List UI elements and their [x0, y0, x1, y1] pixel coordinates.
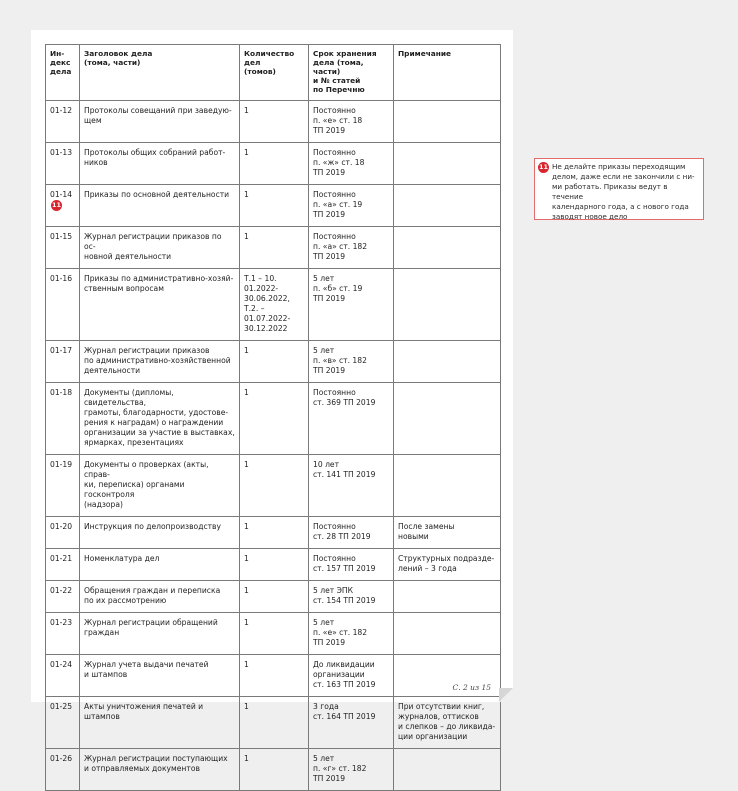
- cell-count-text: 1: [244, 618, 249, 627]
- table-row: [46, 383, 501, 455]
- cell-title: [80, 655, 240, 697]
- table-row: [46, 613, 501, 655]
- cell-count: [240, 581, 309, 613]
- cell-term: [309, 749, 394, 791]
- cell-term: [309, 383, 394, 455]
- note-text: Не делайте приказы переходящим делом, даже если не закончили с ни- ми работать. Приказы ведут в течение календарного года, а с нового года заводят новое дело: [552, 162, 695, 221]
- cell-title-text: Журнал регистрации поступающих и отправляемых документов: [84, 754, 228, 773]
- cell-index: [46, 455, 80, 517]
- cell-count-text: 1: [244, 702, 249, 711]
- cell-title: [80, 581, 240, 613]
- cell-note: [394, 517, 501, 549]
- cell-term-text: 3 года ст. 164 ТП 2019: [313, 702, 376, 721]
- cell-term: [309, 697, 394, 749]
- cell-index-text: 01-22: [50, 586, 73, 595]
- table-row: [46, 227, 501, 269]
- cell-count: [240, 749, 309, 791]
- cell-title: [80, 143, 240, 185]
- cell-index-text: 01-18: [50, 388, 73, 397]
- cell-term: [309, 455, 394, 517]
- cell-count: [240, 455, 309, 517]
- cell-note: [394, 269, 501, 341]
- cell-index-text: 01-19: [50, 460, 73, 469]
- page-corner-fold: [499, 688, 513, 702]
- table-row: [46, 185, 501, 227]
- cell-index: [46, 613, 80, 655]
- cell-term: [309, 185, 394, 227]
- cell-index: [46, 101, 80, 143]
- cell-term-text: 5 лет п. «в» ст. 182 ТП 2019: [313, 346, 367, 375]
- cell-title-text: Журнал учета выдачи печатей и штампов: [84, 660, 209, 679]
- header-title: Заголовок дела (тома, части): [80, 45, 240, 101]
- table-row: [46, 269, 501, 341]
- cell-note: [394, 341, 501, 383]
- cell-index-text: 01-16: [50, 274, 73, 283]
- cell-term-text: 5 лет п. «б» ст. 19 ТП 2019: [313, 274, 363, 303]
- cell-count: [240, 341, 309, 383]
- table-header-row: [46, 45, 501, 101]
- cell-term-text: Постоянно п. «а» ст. 182 ТП 2019: [313, 232, 368, 261]
- cell-term: [309, 269, 394, 341]
- row-badge: 11: [51, 201, 62, 209]
- cell-index-text: 01-13: [50, 148, 73, 157]
- cell-term: [309, 101, 394, 143]
- cell-note-text: Структурных подразде- лений – 3 года: [398, 554, 495, 573]
- cell-index: [46, 697, 80, 749]
- header-index: Ин- декс дела: [46, 45, 80, 101]
- table-row: [46, 341, 501, 383]
- cell-index: [46, 549, 80, 581]
- cell-term-text: 5 лет п. «е» ст. 182 ТП 2019: [313, 618, 368, 647]
- cell-index-text: 01-15: [50, 232, 73, 241]
- cell-note-text: После замены новыми: [398, 522, 455, 541]
- table-row: [46, 517, 501, 549]
- cell-title-text: Обращения граждан и переписка по их рассмотрению: [84, 586, 221, 605]
- cell-count-text: 1: [244, 106, 249, 115]
- side-note: [534, 158, 704, 220]
- cell-count-text: 1: [244, 148, 249, 157]
- cell-note: [394, 227, 501, 269]
- cell-count-text: 1: [244, 460, 249, 469]
- cell-title: [80, 383, 240, 455]
- cell-term: [309, 581, 394, 613]
- cell-title-text: Журнал регистрации обращений граждан: [84, 618, 218, 637]
- cell-index: [46, 143, 80, 185]
- cell-note: [394, 749, 501, 791]
- cell-note: [394, 383, 501, 455]
- table-row: [46, 581, 501, 613]
- cell-count: [240, 269, 309, 341]
- cell-count-text: 1: [244, 554, 249, 563]
- cell-index: [46, 655, 80, 697]
- cell-count: [240, 549, 309, 581]
- cell-term-text: 5 лет п. «г» ст. 182 ТП 2019: [313, 754, 367, 783]
- cell-title-text: Протоколы общих собраний работ- ников: [84, 148, 226, 167]
- cell-note: [394, 101, 501, 143]
- cell-note: [394, 581, 501, 613]
- cell-term: [309, 227, 394, 269]
- cell-count: [240, 383, 309, 455]
- cell-title-text: Приказы по административно-хозяй- ственным вопросам: [84, 274, 234, 293]
- table-row: [46, 697, 501, 749]
- cell-title-text: Номенклатура дел: [84, 554, 160, 563]
- cell-index: [46, 383, 80, 455]
- cell-count: [240, 517, 309, 549]
- cell-note: [394, 185, 501, 227]
- cell-term: [309, 613, 394, 655]
- cell-count: [240, 185, 309, 227]
- cell-term-text: Постоянно ст. 157 ТП 2019: [313, 554, 376, 573]
- cell-title: [80, 749, 240, 791]
- cell-title: [80, 185, 240, 227]
- cell-count-text: 1: [244, 232, 249, 241]
- cell-count-text: 1: [244, 754, 249, 763]
- cell-title-text: Документы о проверках (акты, справ- ки, переписка) органами госконтроля (надзора): [84, 460, 209, 509]
- cell-index-text: 01-24: [50, 660, 73, 669]
- header-term: Срок хранения дела (тома, части) и № статей по Перечню: [309, 45, 394, 101]
- cell-title-text: Журнал регистрации приказов по административно-хозяйственной деятельности: [84, 346, 231, 375]
- cell-index: [46, 341, 80, 383]
- cell-title-text: Документы (дипломы, свидетельства, грамоты, благодарности, удостове- рения к наградам) о награждении организации за участие в выставках, ярмарках, презентациях: [84, 388, 235, 447]
- cell-term-text: Постоянно п. «а» ст. 19 ТП 2019: [313, 190, 363, 219]
- cell-term: [309, 655, 394, 697]
- cell-note-text: При отсутствии книг, журналов, оттисков и слепков – до ликвида- ции организации: [398, 702, 496, 741]
- note-badge: 11: [538, 163, 549, 171]
- cell-title: [80, 269, 240, 341]
- cell-title: [80, 613, 240, 655]
- cell-count: [240, 655, 309, 697]
- cell-count-text: Т.1 – 10. 01.2022- 30.06.2022, Т.2. – 01.07.2022- 30.12.2022: [244, 274, 291, 333]
- cell-index-text: 01-26: [50, 754, 73, 763]
- cell-index-text: 01-12: [50, 106, 73, 115]
- cell-count: [240, 697, 309, 749]
- cell-title-text: Приказы по основной деятельности: [84, 190, 230, 199]
- cell-index-text: 01-14: [50, 190, 73, 199]
- table-row: [46, 143, 501, 185]
- cell-count-text: 1: [244, 346, 249, 355]
- table-row: [46, 455, 501, 517]
- cell-index: [46, 227, 80, 269]
- cell-note: [394, 697, 501, 749]
- cell-count: [240, 227, 309, 269]
- cell-title: [80, 549, 240, 581]
- cell-index: [46, 517, 80, 549]
- table-row: [46, 655, 501, 697]
- cell-index: [46, 185, 80, 227]
- table-row: [46, 101, 501, 143]
- cell-count: [240, 613, 309, 655]
- cell-note: [394, 455, 501, 517]
- cell-title: [80, 227, 240, 269]
- cell-title-text: Протоколы совещаний при заведую- щем: [84, 106, 232, 125]
- cell-title: [80, 101, 240, 143]
- cell-term-text: Постоянно п. «е» ст. 18 ТП 2019: [313, 106, 363, 135]
- cell-term-text: Постоянно п. «ж» ст. 18 ТП 2019: [313, 148, 365, 177]
- table-row: [46, 749, 501, 791]
- cell-title: [80, 341, 240, 383]
- cell-note: [394, 143, 501, 185]
- cell-term-text: 10 лет ст. 141 ТП 2019: [313, 460, 376, 479]
- cell-title: [80, 455, 240, 517]
- cell-index: [46, 581, 80, 613]
- nomenclature-table: [45, 44, 501, 791]
- cell-count: [240, 101, 309, 143]
- cell-count-text: 1: [244, 522, 249, 531]
- index-with-badge: [50, 190, 72, 210]
- cell-term: [309, 549, 394, 581]
- header-count: Количество дел (томов): [240, 45, 309, 101]
- cell-title-text: Акты уничтожения печатей и штампов: [84, 702, 204, 721]
- cell-index-text: 01-23: [50, 618, 73, 627]
- cell-index-text: 01-17: [50, 346, 73, 355]
- table-row: [46, 549, 501, 581]
- document-page: [31, 30, 513, 783]
- cell-title: [80, 697, 240, 749]
- cell-index: [46, 749, 80, 791]
- cell-term-text: Постоянно ст. 28 ТП 2019: [313, 522, 371, 541]
- cell-note: [394, 613, 501, 655]
- cell-term: [309, 341, 394, 383]
- cell-count-text: 1: [244, 190, 249, 199]
- cell-term-text: 5 лет ЭПК ст. 154 ТП 2019: [313, 586, 376, 605]
- cell-term-text: До ликвидации организации ст. 163 ТП 2019: [313, 660, 376, 689]
- cell-count-text: 1: [244, 660, 249, 669]
- cell-index-text: 01-25: [50, 702, 73, 711]
- cell-index-text: 01-20: [50, 522, 73, 531]
- cell-count-text: 1: [244, 388, 249, 397]
- cell-term-text: Постоянно ст. 369 ТП 2019: [313, 388, 376, 407]
- cell-title-text: Журнал регистрации приказов по ос- новной деятельности: [84, 232, 222, 261]
- cell-title: [80, 517, 240, 549]
- cell-index-text: 01-21: [50, 554, 73, 563]
- cell-term: [309, 143, 394, 185]
- cell-term: [309, 517, 394, 549]
- cell-count-text: 1: [244, 586, 249, 595]
- cell-note: [394, 549, 501, 581]
- header-note: Примечание: [394, 45, 501, 101]
- cell-index: [46, 269, 80, 341]
- page-number: С. 2 из 15: [452, 683, 491, 692]
- cell-title-text: Инструкция по делопроизводству: [84, 522, 222, 531]
- cell-count: [240, 143, 309, 185]
